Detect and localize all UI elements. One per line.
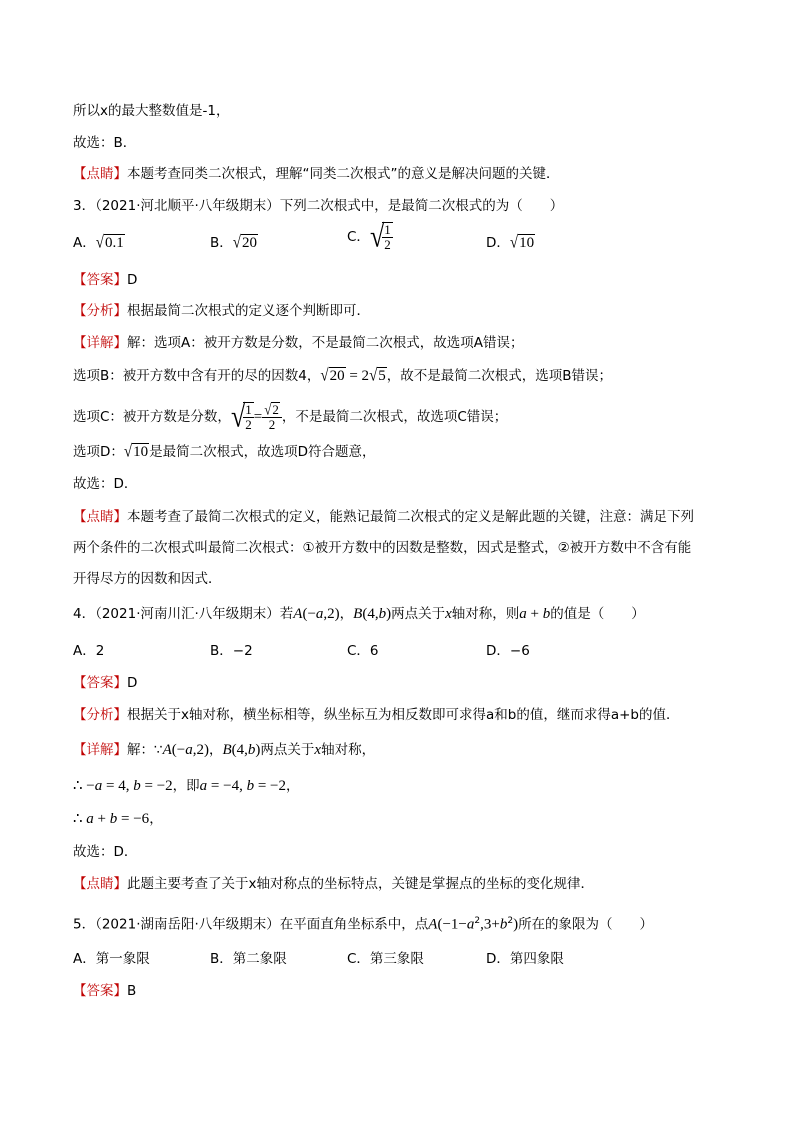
q3-comment-2: 两个条件的二次根式叫最简二次根式：①被开方数中的因数是整数，因式是整式，②被开方数中不含有能: [73, 540, 692, 556]
q5-option-d: D．第四象限: [486, 951, 564, 967]
q5-option-b: B．第二象限: [210, 951, 287, 967]
q4-detail-2: ∴ −a = 4, b = −2，即a = −4, b = −2，: [73, 778, 300, 794]
q4-option-c: C．6: [347, 643, 379, 659]
comment-tag: 【点睛】: [73, 166, 127, 182]
q4-detail-1: 【详解】解：∵A(−a,2)，B(4,b)两点关于x轴对称，: [73, 742, 376, 758]
q3-detail-4: 选项D：√10是最简二次根式，故选项D符合题意，: [73, 442, 376, 462]
q5-option-c: C．第三象限: [347, 951, 424, 967]
q3-option-c: C．√ $\frac{1}{2}$: [347, 219, 391, 254]
choice-line: 故选：B．: [73, 135, 137, 151]
q3-detail-2: 选项B：被开方数中含有开的尽的因数4，√20 = 2√5，故不是最简二次根式，选项B错误；: [73, 366, 613, 386]
comment-text: 本题考查同类二次根式，理解“同类二次根式”的意义是解决问题的关键．: [127, 166, 560, 182]
q3-option-b: B．√20: [210, 233, 257, 253]
q4-option-b: B．−2: [210, 643, 253, 659]
q3-detail-3: 选项C：被开方数是分数，√ $\frac{1}{2}$ = $\frac{√2}{2}$ ，不是最简二次根式，故选项C错误；: [73, 399, 508, 434]
q4-option-a: A．2: [73, 643, 105, 659]
q4-comment: 【点睛】此题主要考查了关于x轴对称点的坐标特点，关键是掌握点的坐标的变化规律．: [73, 876, 594, 892]
q3-option-d: D．√10: [486, 233, 535, 253]
q4-choice: 故选：D．: [73, 844, 138, 860]
q3-detail-1: 【详解】解：选项A：被开方数是分数，不是最简二次根式，故选项A错误；: [73, 335, 524, 351]
q3-choice: 故选：D．: [73, 476, 138, 492]
comment-line: [73, 164, 560, 184]
q3-option-a: A．√0.1: [73, 233, 124, 253]
q3-comment-3: 开得尽方的因数和因式．: [73, 571, 222, 587]
q5-answer: 【答案】B: [73, 983, 137, 999]
question-5: 5．（2021·湖南岳阳·八年级期末）在平面直角坐标系中，点$A(-1-a^2,3+b^2)$所在的象限为（ ）: [73, 916, 654, 933]
q3-answer: 【答案】D: [73, 272, 138, 288]
q4-option-d: D．−6: [486, 643, 530, 659]
question-3: 3．（2021·河北顺平·八年级期末）下列二次根式中，是最简二次根式的为（ ）: [73, 198, 564, 214]
q4-analysis: 【分析】根据关于x轴对称，横坐标相等，纵坐标互为相反数即可求得a和b的值，继而求得a+b的值．: [73, 707, 680, 723]
conclusion-line: 所以x的最大整数值是-1，: [73, 103, 230, 119]
q5-option-a: A．第一象限: [73, 951, 150, 967]
q4-detail-3: ∴ a + b = −6，: [73, 811, 163, 827]
q3-comment-1: 【点睛】本题考查了最简二次根式的定义，能熟记最简二次根式的定义是解此题的关键，注意：满足下列: [73, 509, 694, 525]
q3-analysis: 【分析】根据最简二次根式的定义逐个判断即可．: [73, 303, 370, 319]
q4-answer: 【答案】D: [73, 675, 138, 691]
question-4: 4．（2021·河南川汇·八年级期末）若A(−a,2)，B(4,b)两点关于x轴对称，则a + b的值是（ ）: [73, 606, 645, 622]
